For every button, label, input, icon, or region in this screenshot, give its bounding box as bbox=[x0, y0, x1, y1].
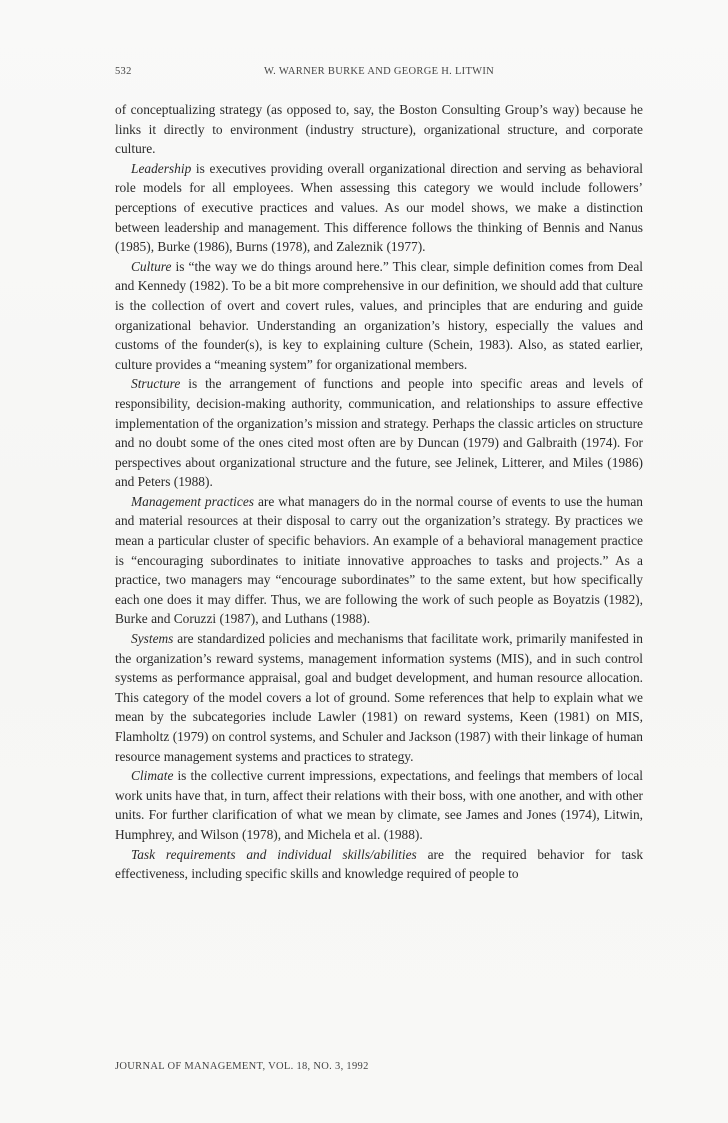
paragraph-text: are standardized policies and mechanisms that facilitate work, primarily manifested in the organization’s reward systems, management information systems (MIS), and in such control systems as performance appraisal, goal and budget development, and human resource allocation. This category of the model covers a lot of ground. Some references that help to explain what we mean by the subcategories include Lawler (1981) on reward systems, Keen (1981) on MIS, Flamholtz (1979) on control systems, and Schuler and Jackson (1987) with their linkage of human resource management systems and practices to strategy. bbox=[115, 631, 643, 764]
paragraph-text: is “the way we do things around here.” This clear, simple definition comes from Deal and Kennedy (1982). To be a bit more comprehensive in our definition, we should add that culture is the collection of overt and covert rules, values, and principles that are enduring and guide organizational behavior. Understanding an organization’s history, especially the values and customs of the founder(s), is key to explaining culture (Schein, 1983). Also, as stated earlier, culture provides a “meaning system” for organizational members. bbox=[115, 258, 643, 372]
page-footer bbox=[115, 1061, 643, 1072]
paragraph-text: of conceptualizing strategy (as opposed to, say, the Boston Consulting Group’s way) because he links it directly to environment (industry structure), organizational structure, and corporate culture. bbox=[115, 102, 643, 157]
paragraph-systems bbox=[115, 629, 643, 766]
paragraph-text: is the collective current impressions, expectations, and feelings that members of local work units have that, in turn, affect their relations with their boss, with one another, and with other units. For further clarification of what we mean by climate, see James and Jones (1974), Litwin, Humphrey, and Wilson (1978), and Michela et al. (1988). bbox=[115, 768, 643, 842]
article-body bbox=[115, 100, 643, 884]
paragraph-task-requirements bbox=[115, 845, 643, 884]
term-leadership: Leadership bbox=[131, 160, 192, 176]
paragraph-continuation bbox=[115, 100, 643, 159]
paragraph-climate bbox=[115, 766, 643, 844]
term-climate: Climate bbox=[131, 768, 174, 784]
paragraph-management-practices bbox=[115, 492, 643, 629]
paragraph-culture bbox=[115, 257, 643, 375]
paragraph-text: is the arrangement of functions and people into specific areas and levels of responsibility, decision-making authority, communication, and relationships to assure effective implementation of the organization’s mission and strategy. Perhaps the classic articles on structure and no doubt some of the ones cited most often are by Duncan (1979) and Galbraith (1974). For perspectives about organizational structure and the future, see Jelinek, Litterer, and Miles (1986) and Peters (1988). bbox=[115, 376, 643, 490]
paragraph-text: are the required behavior for task effectiveness, including specific skills and knowledge required of people to bbox=[115, 846, 644, 882]
term-task-requirements: Task requirements and individual skills/abilities bbox=[131, 846, 417, 862]
journal-citation: JOURNAL OF MANAGEMENT, VOL. 18, NO. 3, 1992 bbox=[115, 1061, 369, 1072]
page-number: 532 bbox=[115, 66, 132, 77]
paragraph-structure bbox=[115, 374, 643, 492]
term-structure: Structure bbox=[131, 376, 181, 392]
term-systems: Systems bbox=[131, 631, 174, 647]
term-management-practices: Management practices bbox=[131, 493, 254, 509]
paragraph-text: is executives providing overall organizational direction and serving as behavioral role models for all employees. When assessing this category we would include followers’ perceptions of executive practices and values. As our model shows, we make a distinction between leadership and management. This difference follows the thinking of Bennis and Nanus (1985), Burke (1986), Burns (1978), and Zaleznik (1977). bbox=[115, 160, 643, 255]
running-head: W. WARNER BURKE AND GEORGE H. LITWIN bbox=[263, 66, 495, 77]
term-culture: Culture bbox=[131, 258, 172, 274]
paragraph-leadership bbox=[115, 159, 643, 257]
paragraph-text: are what managers do in the normal course of events to use the human and material resources at their disposal to carry out the organization’s strategy. By practices we mean a particular cluster of specific behaviors. An example of a behavioral management practice is “encouraging subordinates to initiate innovative approaches to tasks and projects.” As a practice, two managers may “encourage subordinates” to the same extent, but how specifically each one does it may differ. Thus, we are following the work of such people as Boyatzis (1982), Burke and Coruzzi (1987), and Luthans (1988). bbox=[115, 493, 643, 627]
